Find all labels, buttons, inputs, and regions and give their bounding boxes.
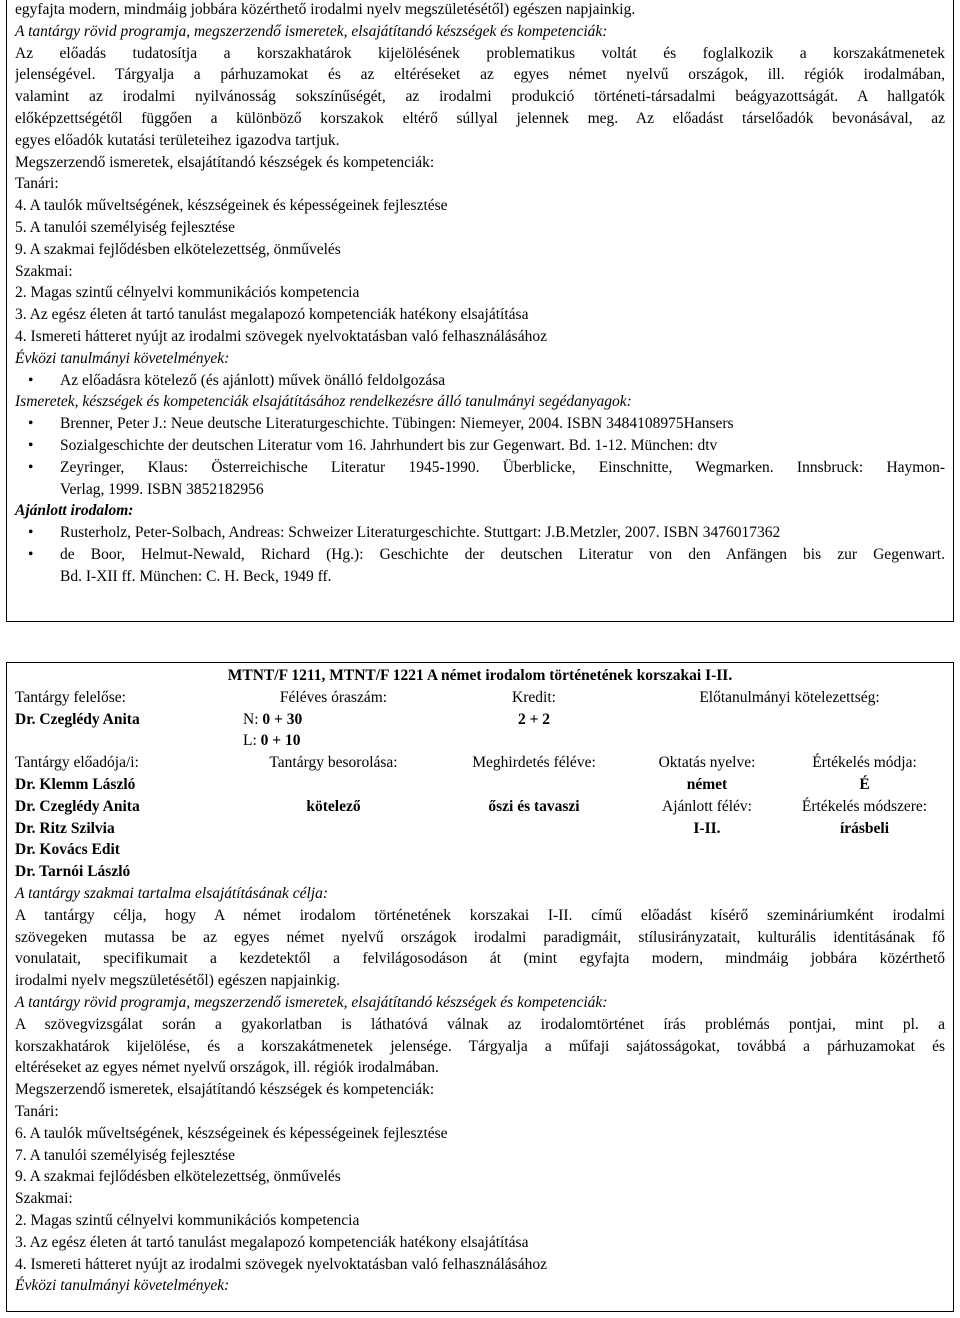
- teacher-competence-item: 4. A taulók műveltségének, készségeinek és képességeinek fejlesztése: [15, 197, 448, 215]
- goal-line: szövegeken mutassa be az egyes német nyelvű országok irodalmi paradigmáit, stílusirányzatait, kulturális identitásának fő: [15, 928, 945, 946]
- hours-label: Féléves óraszám:: [279, 688, 388, 706]
- professional-competence-item: 3. Az egész életen át tartó tanulást megalapozó kompetenciák hatékony elsajátítása: [15, 306, 529, 324]
- classification-value: kötelező: [306, 797, 361, 815]
- course-description-box-1: [6, 0, 954, 622]
- bullet-icon: •: [28, 415, 34, 433]
- program-heading: A tantárgy rövid programja, megszerzendő ismeretek, elsajátítandó készségek és kompetenciák:: [15, 993, 608, 1011]
- materials-list: [15, 413, 945, 500]
- list-item: • Sozialgeschichte der deutschen Literatur vom 16. Jahrhundert bis zur Gegenwart. Bd. 1-12. München: dtv: [15, 435, 945, 457]
- list-item: • Rusterholz, Peter-Solbach, Andreas: Schweizer Literaturgeschichte. Stuttgart: J.B.Metzler, 2007. ISBN 3476017362: [15, 522, 945, 544]
- bullet-icon: •: [28, 545, 34, 563]
- eval-method-label: Értékelés módszere:: [801, 797, 928, 815]
- program-line: korszakhatárok kijelölése, és a korszakátmenetek jelensége. Tárgyalja a műfaji sajátosságokat, továbbá a párhuzamokat és: [15, 1037, 945, 1055]
- course-info-table: [15, 687, 947, 883]
- intro-tail-text: egyfajta modern, mindmáig jobbára közérthető irodalmi nyelv megszületésétől) egészen napjainkig.: [15, 1, 636, 18]
- list-item: • Az előadásra kötelező (és ajánlott) művek önálló feldolgozása: [15, 370, 945, 392]
- recommended-heading: Ajánlott irodalom:: [15, 502, 134, 520]
- teachers-label: Tanári:: [15, 1102, 59, 1120]
- eval-method-value: írásbeli: [839, 819, 890, 837]
- list-item: • Brenner, Peter J.: Neue deutsche Literaturgeschichte. Tübingen: Niemeyer, 2004. ISBN 3484108975Hansers: [15, 413, 945, 435]
- hours-n: N: 0 + 30: [243, 710, 303, 728]
- teacher-competence-item: 9. A szakmai fejlődésben elkötelezettség, önművelés: [15, 1168, 341, 1186]
- eval-mode-value: É: [859, 775, 870, 793]
- professional-label: Szakmai:: [15, 1190, 73, 1208]
- recommended-list: [15, 522, 945, 587]
- teacher-competence-item: 7. A tanulói személyiség fejlesztése: [15, 1146, 235, 1164]
- professional-competence-item: 4. Ismereti hátteret nyújt az irodalmi szövegek nyelvoktatásban való felhasználásához: [15, 327, 547, 345]
- bullet-icon: •: [28, 371, 34, 389]
- requirements-heading: Évközi tanulmányi követelmények:: [15, 349, 230, 367]
- lecturer-name: Dr. Kovács Edit: [15, 841, 120, 859]
- hours-l: L: 0 + 10: [243, 732, 301, 750]
- language-value: német: [686, 775, 728, 793]
- credit-label: Kredit:: [512, 688, 556, 706]
- program-line: Az előadás tudatosítja a korszakhatárok kijelölésének problematikus voltát és foglalkozik a korszakátmenetek: [15, 44, 945, 62]
- program-line: valamint az irodalmi nyilvánosság sokszínűségét, az irodalmi produkció történeti-társadalmi beágyazottságát. A hallgatók: [15, 88, 945, 106]
- course-description-box-2: [6, 662, 954, 1312]
- goal-heading: A tantárgy szakmai tartalma elsajátításának célja:: [15, 884, 328, 902]
- lecturers-label: Tantárgy előadója/i:: [15, 754, 139, 772]
- teacher-competence-item: 5. A tanulói személyiség fejlesztése: [15, 218, 235, 236]
- competence-heading: Megszerzendő ismeretek, elsajátítandó készségek és kompetenciák:: [15, 1081, 435, 1099]
- teachers-label: Tanári:: [15, 175, 59, 193]
- lecturer-name: Dr. Czeglédy Anita: [15, 797, 140, 815]
- language-label: Oktatás nyelve:: [658, 754, 756, 772]
- program-line: A szövegvizsgálat során a gyakorlatban is láthatóvá válnak az irodalomtörténet írás problémás pontjai, mint pl. a: [15, 1015, 945, 1033]
- recommended-semester-value: I-II.: [693, 819, 721, 837]
- requirements-heading: Évközi tanulmányi követelmények:: [15, 1277, 230, 1295]
- semester-label: Meghirdetés féléve:: [472, 754, 596, 772]
- professional-competence-item: 3. Az egész életen át tartó tanulást megalapozó kompetenciák hatékony elsajátítása: [15, 1233, 529, 1251]
- program-line: jelenségével. Tárgyalja a párhuzamokat és az eltéréseket az egyes német nyelvű országok, ill. régiók irodalmában,: [15, 66, 945, 84]
- professional-competence-item: 4. Ismereti hátteret nyújt az irodalmi szövegek nyelvoktatásban való felhasználásához: [15, 1255, 547, 1273]
- credit-value: 2 + 2: [517, 710, 551, 728]
- semester-value: őszi és tavaszi: [488, 797, 580, 815]
- list-item: • Zeyringer, Klaus: Österreichische Literatur 1945-1990. Überblicke, Einschnitte, Wegmarken. Innsbruck: Haymon- Verlag, 1999. ISBN 3852182956: [28, 458, 945, 498]
- goal-line: irodalmi nyelv megszületésétől) egészen napjainkig.: [15, 972, 340, 990]
- recommended-semester-label: Ajánlott félév:: [662, 797, 752, 815]
- responsible-name: Dr. Czeglédy Anita: [15, 710, 140, 728]
- teacher-competence-item: 9. A szakmai fejlődésben elkötelezettség, önművelés: [15, 240, 341, 258]
- bullet-icon: •: [28, 436, 34, 454]
- eval-mode-label: Értékelés módja:: [812, 754, 917, 772]
- program-heading: A tantárgy rövid programja, megszerzendő ismeretek, elsajátítandó készségek és kompetenciák:: [15, 22, 608, 40]
- professional-label: Szakmai:: [15, 262, 73, 280]
- classification-label: Tantárgy besorolása:: [269, 754, 398, 772]
- goal-line: A tantárgy célja, hogy A német irodalom történetének korszakai I-II. című előadást kísérő szemináriumként irodalmi: [15, 906, 945, 924]
- teacher-competence-item: 6. A taulók műveltségének, készségeinek és képességeinek fejlesztése: [15, 1124, 448, 1142]
- bullet-icon: •: [28, 524, 34, 542]
- program-line: egyes előadók kutatási területeihez igazodva tartjuk.: [15, 131, 340, 149]
- requirements-list: [15, 370, 945, 392]
- lecturer-name: Dr. Klemm László: [15, 775, 136, 793]
- lecturer-name: Dr. Ritz Szilvia: [15, 819, 115, 837]
- list-item: • de Boor, Helmut-Newald, Richard (Hg.): Geschichte der deutschen Literatur von den Anfängen bis zur Gegenwart. Bd. I-XII ff. München: C. H. Beck, 1949 ff.: [28, 545, 945, 585]
- program-line: eltéréseket az egyes német nyelvű országok, ill. régiók irodalmában.: [15, 1059, 439, 1077]
- goal-line: vonulatait, specifikumait a kezdetektől a felvilágosodáson át (mint egyfajta modern, mindmáig jobbára közérthető: [15, 950, 945, 968]
- responsible-label: Tantárgy felelőse:: [15, 688, 126, 706]
- course-title: MTNT/F 1211, MTNT/F 1221 A német irodalom történetének korszakai I-II.: [227, 667, 733, 684]
- competence-heading: Megszerzendő ismeretek, elsajátítandó készségek és kompetenciák:: [15, 153, 435, 171]
- lecturer-name: Dr. Tarnói László: [15, 863, 131, 881]
- professional-competence-item: 2. Magas szintű célnyelvi kommunikációs kompetencia: [15, 284, 360, 302]
- materials-heading: Ismeretek, készségek és kompetenciák elsajátításához rendelkezésre álló tanulmányi segédanyagok:: [15, 393, 632, 411]
- professional-competence-item: 2. Magas szintű célnyelvi kommunikációs kompetencia: [15, 1211, 360, 1229]
- prereq-label: Előtanulmányi kötelezettség:: [699, 688, 880, 706]
- bullet-icon: •: [28, 458, 34, 476]
- program-line: előképzettségétől függően a különböző korszakok eltérő súllyal jelennek meg. Az előadást társelőadók bevonásával, az: [15, 109, 945, 127]
